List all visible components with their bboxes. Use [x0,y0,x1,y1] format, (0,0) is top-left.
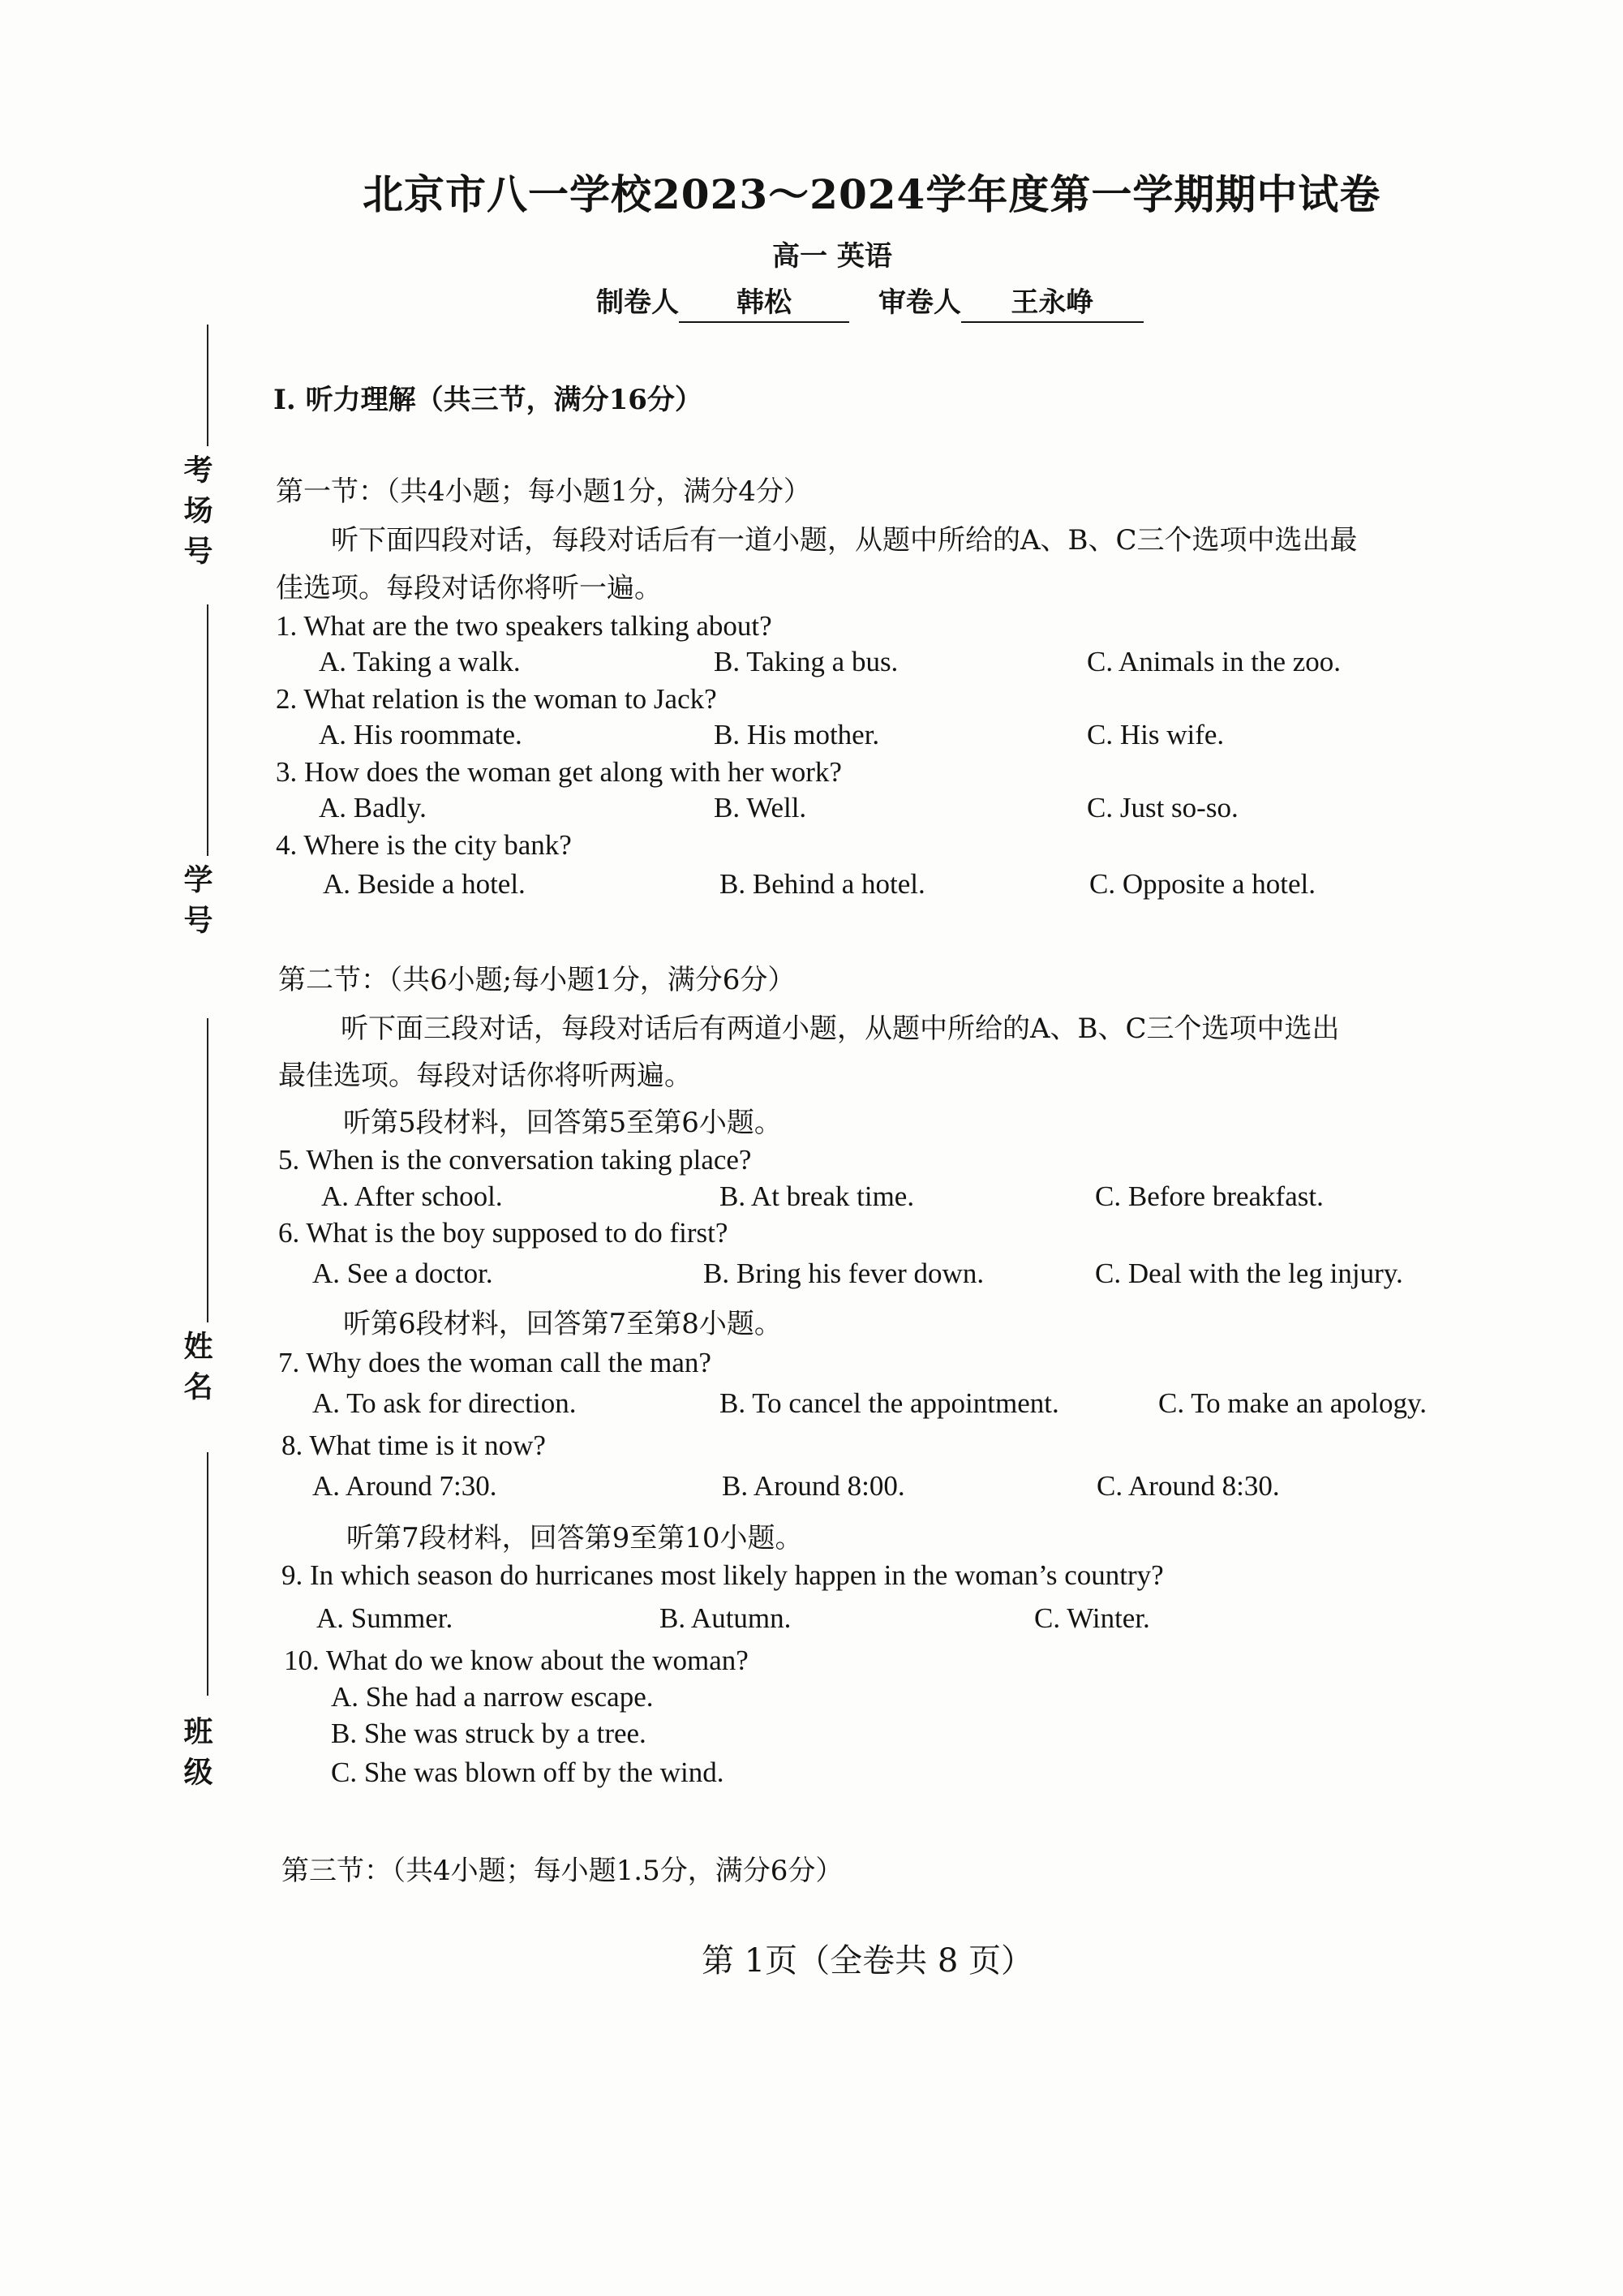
q2-option-c: C. His wife. [1087,719,1225,750]
q8-option-b: B. Around 8:00. [722,1470,905,1502]
question-4: 4. Where is the city bank? [276,829,572,861]
q4-option-c: C. Opposite a hotel. [1089,868,1316,900]
material-5-note: 听第5段材料，回答第5至第6小题。 [343,1107,782,1139]
student-id-label: 学号 [179,864,213,945]
q7-option-a: A. To ask for direction. [312,1387,577,1419]
q3-option-b: B. Well. [714,792,807,823]
material-6-note: 听第6段材料，回答第7至第8小题。 [343,1308,782,1340]
page-footer: 第 1页（全卷共 8 页） [702,1942,1034,1980]
name-label: 姓名 [179,1331,213,1412]
q2-option-a: A. His roommate. [319,719,522,750]
class-line [207,1452,208,1696]
section1-heading: 第一节：（共4小题；每小题1分，满分4分） [276,475,811,508]
question-7: 7. Why does the woman call the man? [278,1347,711,1378]
material-7-note: 听第7段材料，回答第9至第10小题。 [346,1522,803,1554]
section2-heading: 第二节：（共6小题;每小题1分，满分6分） [278,964,796,996]
q1-option-a: A. Taking a walk. [319,646,521,677]
question-10: 10. What do we know about the woman? [284,1645,749,1676]
question-9: 9. In which season do hurricanes most likely happen in the woman’s country? [281,1559,1164,1591]
q10-option-a: A. She had a narrow escape. [331,1681,654,1713]
q9-option-c: C. Winter. [1034,1602,1150,1634]
reviewer-name: 王永峥 [961,280,1144,323]
maker-name: 韩松 [679,280,849,323]
question-8: 8. What time is it now? [281,1430,546,1461]
q10-option-c: C. She was blown off by the wind. [331,1756,724,1788]
q8-option-c: C. Around 8:30. [1097,1470,1280,1502]
q3-option-c: C. Just so-so. [1087,792,1239,823]
section3-heading: 第三节：（共4小题；每小题1.5分，满分6分） [281,1855,844,1887]
section2-instruction-1: 听下面三段对话，每段对话后有两道小题，从题中所给的A、B、C三个选项中选出 [341,1013,1340,1045]
q1-option-c: C. Animals in the zoo. [1087,646,1342,677]
q9-option-b: B. Autumn. [659,1602,792,1634]
q5-option-c: C. Before breakfast. [1095,1180,1324,1212]
q7-option-c: C. To make an apology. [1158,1387,1427,1419]
q7-option-b: B. To cancel the appointment. [719,1387,1059,1419]
class-label: 班级 [179,1716,213,1797]
q2-option-b: B. His mother. [714,719,880,750]
section1-instruction-1: 听下面四段对话，每段对话后有一道小题，从题中所给的A、B、C三个选项中选出最 [331,524,1358,557]
q5-option-b: B. At break time. [719,1180,915,1212]
q8-option-a: A. Around 7:30. [312,1470,497,1502]
exam-room-label: 考场号 [179,454,213,576]
exam-title: 北京市八一学校2023～2024学年度第一学期期中试卷 [363,170,1381,218]
section1-instruction-2: 佳选项。每段对话你将听一遍。 [276,572,662,604]
q6-option-c: C. Deal with the leg injury. [1095,1258,1403,1289]
question-1: 1. What are the two speakers talking about? [276,610,772,642]
q1-option-b: B. Taking a bus. [714,646,899,677]
q3-option-a: A. Badly. [319,792,427,823]
q4-option-a: A. Beside a hotel. [323,868,526,900]
q6-option-a: A. See a doctor. [312,1258,493,1289]
question-2: 2. What relation is the woman to Jack? [276,683,717,715]
q4-option-b: B. Behind a hotel. [719,868,925,900]
maker-label: 制卷人 [596,286,679,319]
student-id-line [207,604,208,856]
q6-option-b: B. Bring his fever down. [703,1258,985,1289]
q10-option-b: B. She was struck by a tree. [331,1718,646,1749]
subject-line: 高一 英语 [772,240,892,273]
author-line [596,280,1144,323]
reviewer-label: 审卷人 [878,286,961,319]
q9-option-a: A. Summer. [316,1602,453,1634]
question-5: 5. When is the conversation taking place? [278,1144,752,1176]
part1-heading: I. 听力理解（共三节，满分16分） [273,384,702,416]
question-3: 3. How does the woman get along with her work? [276,756,842,788]
q5-option-a: A. After school. [321,1180,503,1212]
question-6: 6. What is the boy supposed to do first? [278,1217,728,1249]
exam-room-line [207,325,208,446]
name-line [207,1018,208,1322]
section2-instruction-2: 最佳选项。每段对话你将听两遍。 [278,1060,692,1092]
